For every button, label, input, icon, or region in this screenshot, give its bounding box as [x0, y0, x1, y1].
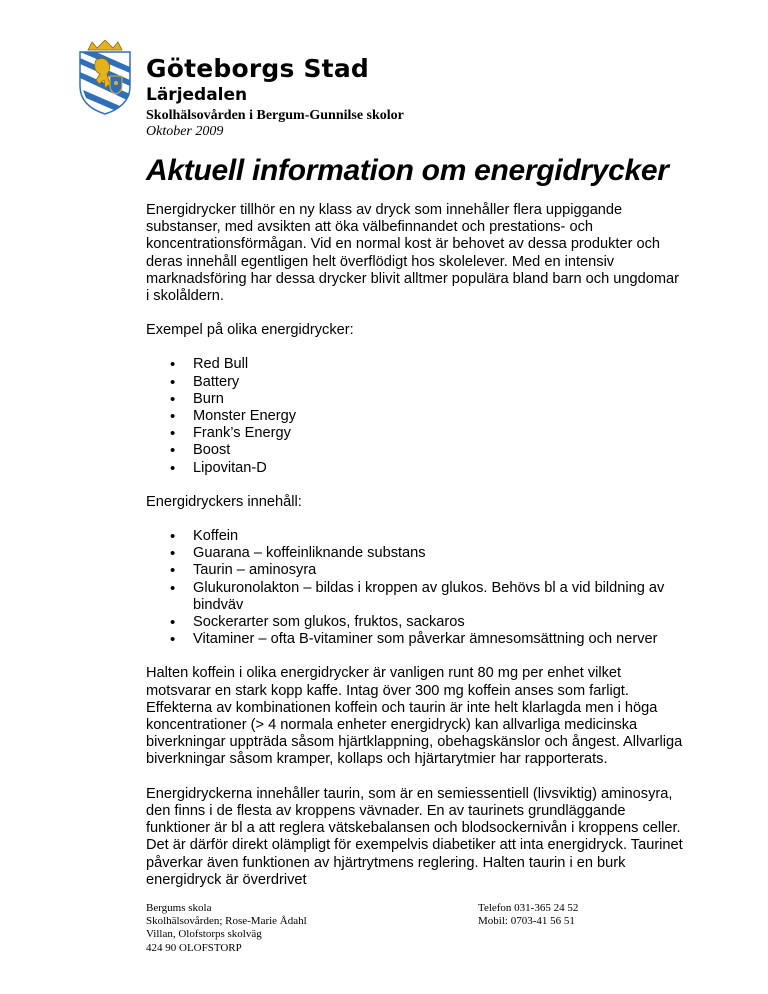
footer-contact	[478, 902, 578, 928]
list-item: • Glukuronolakton – bildas i kroppen av glukos. Behövs bl a vid bildning av bindväv	[146, 580, 684, 614]
footer-line: Villan, Olofstorps skolväg	[146, 928, 262, 941]
list-item: • Guarana – koffeinliknande substans	[146, 545, 684, 562]
footer-line: Skolhälsovården; Rose-Marie Ådahl	[146, 915, 307, 928]
document-date: Oktober 2009	[146, 124, 224, 139]
list-item: • Boost	[146, 442, 684, 459]
list-item: • Koffein	[146, 528, 684, 545]
examples-heading: Exempel på olika energidrycker:	[146, 322, 354, 339]
document-body	[146, 202, 684, 906]
footer-line: Bergums skola	[146, 902, 212, 914]
footer-phone: Telefon 031-365 24 52	[478, 902, 579, 914]
goteborg-crest-logo	[74, 40, 136, 116]
list-item: • Battery	[146, 374, 684, 391]
list-item: • Sockerarter som glukos, fruktos, sackaros	[146, 614, 684, 631]
footer-address	[146, 902, 307, 955]
taurine-paragraph: Energidryckerna innehåller taurin, som är en semiessentiell (livsviktig) aminosyra, den finns i de flesta av kroppens vävnader. En av taurinets grundläggande funktioner är bl a att reglera vätskebalansen och blodsockernivån i kroppens celler. Det är därför direkt olämpligt för exempelvis diabetiker att inta energidryck. Taurinet påverkar även funktionen av hjärtrytmens reglering. Halten taurin i en burk energidryck är överdrivet	[146, 785, 683, 888]
document-title: Aktuell information om energidrycker	[146, 154, 669, 187]
caffeine-paragraph: Halten koffein i olika energidrycker är vanligen runt 80 mg per enhet vilket motsvarar en stark kopp kaffe. Intag över 300 mg koffein anses som farligt. Effekterna av kombinationen koffein och taurin är inte helt klarlagda men i höga koncentrationer (> 4 normala enheter energidryck) kan allvarliga medicinska biverkningar uppträda såsom hjärtklappning, obehagskänslor och ångest. Allvarliga biverkningar såsom kramper, kollaps och hjärtarytmier har rapporterats.	[146, 665, 683, 768]
intro-paragraph: Energidrycker tillhör en ny klass av dryck som innehåller flera uppiggande substanser, med avsikten att öka välbefinnandet och prestations- och koncentrationsförmågan. Vid en normal kost är behovet av dessa produkter och deras innehåll egentligen helt överflödigt hos skolelever. Med en intensiv marknadsföring har dessa drycker blivit alltmer populära bland barn och ungdomar i skolåldern.	[146, 202, 679, 305]
list-item: • Monster Energy	[146, 408, 684, 425]
list-item: • Taurin – aminosyra	[146, 562, 684, 579]
footer-mobile: Mobil: 0703-41 56 51	[478, 915, 575, 928]
contents-list	[146, 528, 684, 648]
list-item: • Frank’s Energy	[146, 425, 684, 442]
footer-line: 424 90 OLOFSTORP	[146, 941, 242, 954]
examples-list	[146, 356, 684, 476]
org-district: Lärjedalen	[146, 85, 248, 105]
list-item: • Lipovitan-D	[146, 460, 684, 477]
list-item: • Vitaminer – ofta B-vitaminer som påverkar ämnesomsättning och nerver	[146, 631, 684, 648]
org-name: Göteborgs Stad	[146, 54, 370, 83]
list-item: • Red Bull	[146, 356, 684, 373]
list-item: • Burn	[146, 391, 684, 408]
department-name: Skolhälsovården i Bergum-Gunnilse skolor	[146, 108, 404, 123]
contents-heading: Energidryckers innehåll:	[146, 493, 302, 510]
